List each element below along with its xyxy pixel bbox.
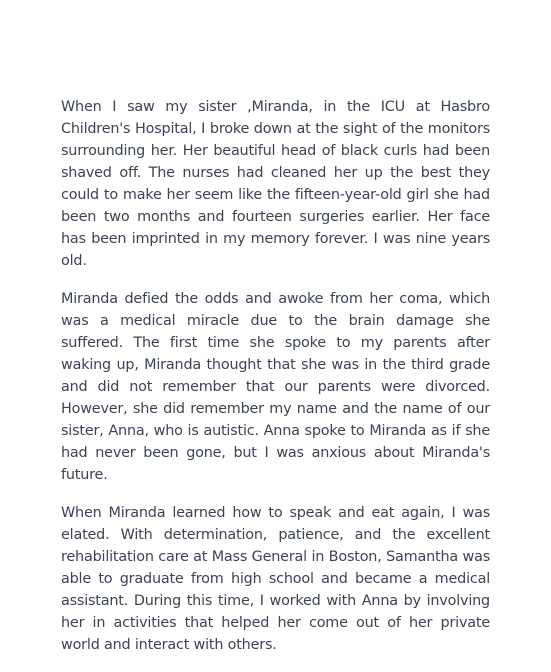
paragraph-2: Miranda defied the odds and awoke from her coma, which was a medical miracle due to the brain damage she suffered. The first time she spoke to my parents after waking up, Miranda thought that she was in the third grade and did not remember that our parents were divorced. However, she did remember my name and the name of our sister, Anna, who is autistic. Anna spoke to Miranda as if she had never been gone, but I was anxious about Miranda's future. (61, 291, 490, 483)
paragraph-1: When I saw my sister ,Miranda, in the ICU at Hasbro Children's Hospital, I broke down at the sight of the monitors surrounding her. Her beautiful head of black curls had been shaved off. The nurses had cleaned her up the best they could to make her seem like the fifteen-year-old girl she had been two months and fourteen surgeries earlier. Her face has been imprinted in my memory forever. I was nine years old. (61, 99, 490, 269)
paragraph-3: When Miranda learned how to speak and eat again, I was elated. With determination, patience, and the excellent rehabilitation care at Mass General in Boston, Samantha was able to graduate from high school and became a medical assistant. During this time, I worked with Anna by involving her in activities that helped her come out of her private world and interact with others. (61, 505, 490, 653)
document-body (61, 96, 490, 672)
